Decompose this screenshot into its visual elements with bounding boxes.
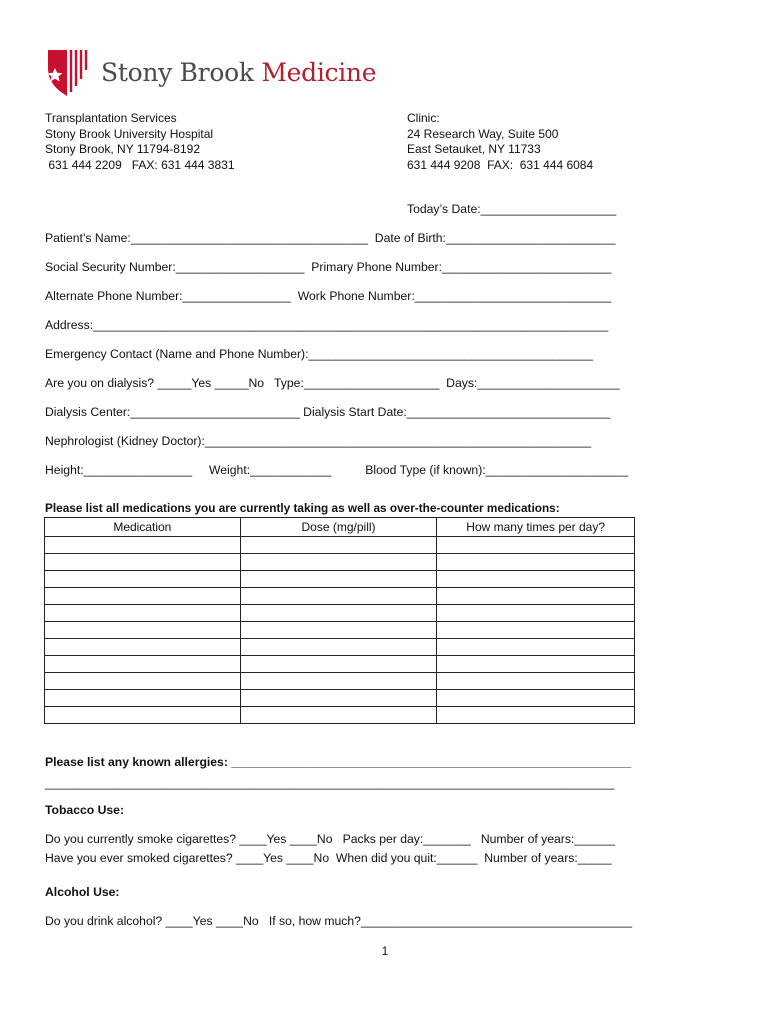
cell-frequency[interactable] bbox=[437, 571, 635, 588]
cell-dose[interactable] bbox=[240, 554, 437, 571]
cell-frequency[interactable] bbox=[437, 656, 635, 673]
address-line: Clinic: bbox=[407, 111, 440, 125]
column-header-medication: Medication bbox=[45, 518, 241, 537]
right-address-block bbox=[407, 111, 593, 173]
cell-dose[interactable] bbox=[240, 588, 437, 605]
allergies-field[interactable]: Please list any known allergies: ___________________________________________________________ bbox=[45, 755, 632, 769]
cell-medication[interactable] bbox=[45, 537, 241, 554]
logo-word-stony-brook: Stony Brook bbox=[101, 57, 254, 87]
cell-frequency[interactable] bbox=[437, 588, 635, 605]
column-header-dose: Dose (mg/pill) bbox=[240, 518, 437, 537]
cell-dose[interactable] bbox=[240, 673, 437, 690]
allergies-field-continued[interactable]: ____________________________________________________________________________________ bbox=[45, 776, 615, 790]
cell-dose[interactable] bbox=[240, 656, 437, 673]
alcohol-section-title: Alcohol Use: bbox=[45, 885, 120, 899]
patient-name-dob-field[interactable]: Patient’s Name:___________________________________ Date of Birth:_________________________ bbox=[45, 231, 616, 245]
tobacco-section-title: Tobacco Use: bbox=[45, 803, 125, 817]
cell-frequency[interactable] bbox=[437, 537, 635, 554]
cell-medication[interactable] bbox=[45, 588, 241, 605]
cell-frequency[interactable] bbox=[437, 690, 635, 707]
cell-dose[interactable] bbox=[240, 639, 437, 656]
table-row bbox=[45, 605, 635, 622]
column-header-frequency: How many times per day? bbox=[437, 518, 635, 537]
stony-brook-logo bbox=[45, 44, 376, 100]
cell-frequency[interactable] bbox=[437, 622, 635, 639]
address-line: Transplantation Services bbox=[45, 111, 177, 125]
height-weight-blood-field[interactable]: Height:________________ Weight:____________ Blood Type (if known):_____________________ bbox=[45, 463, 628, 477]
cell-medication[interactable] bbox=[45, 690, 241, 707]
cell-medication[interactable] bbox=[45, 622, 241, 639]
cell-medication[interactable] bbox=[45, 639, 241, 656]
cell-frequency[interactable] bbox=[437, 554, 635, 571]
logo-wordmark bbox=[101, 58, 376, 87]
cell-frequency[interactable] bbox=[437, 673, 635, 690]
medications-title: Please list all medications you are currently taking as well as over-the-counter medications: bbox=[45, 501, 560, 515]
cell-dose[interactable] bbox=[240, 622, 437, 639]
left-address-block bbox=[45, 111, 235, 173]
cell-medication[interactable] bbox=[45, 707, 241, 724]
address-line: East Setauket, NY 11733 bbox=[407, 142, 541, 156]
cell-frequency[interactable] bbox=[437, 707, 635, 724]
todays-date-field[interactable]: Today’s Date:____________________ bbox=[407, 202, 617, 216]
address-line: 24 Research Way, Suite 500 bbox=[407, 126, 559, 141]
emergency-contact-field[interactable]: Emergency Contact (Name and Phone Number):__________________________________________ bbox=[45, 347, 594, 361]
address-line: Stony Brook, NY 11794-8192 bbox=[45, 142, 200, 156]
cell-frequency[interactable] bbox=[437, 639, 635, 656]
alcohol-field[interactable]: Do you drink alcohol? ____Yes ____No If so, how much?________________________________________ bbox=[45, 914, 633, 928]
cell-frequency[interactable] bbox=[437, 605, 635, 622]
smoke-current-field[interactable]: Do you currently smoke cigarettes? ____Yes ____No Packs per day:_______ Number of years:______ bbox=[45, 832, 615, 846]
address-line: 631 444 2209 FAX: 631 444 3831 bbox=[45, 157, 235, 172]
table-row bbox=[45, 690, 635, 707]
nephrologist-field[interactable]: Nephrologist (Kidney Doctor):_________________________________________________________ bbox=[45, 434, 592, 448]
address-field[interactable]: Address:____________________________________________________________________________ bbox=[45, 318, 609, 332]
table-row bbox=[45, 707, 635, 724]
alternate-work-phone-field[interactable]: Alternate Phone Number:________________ Work Phone Number:_____________________________ bbox=[45, 289, 612, 303]
table-header-row bbox=[45, 518, 635, 537]
cell-medication[interactable] bbox=[45, 605, 241, 622]
table-row bbox=[45, 588, 635, 605]
table-row bbox=[45, 622, 635, 639]
shield-logo-icon bbox=[45, 46, 91, 98]
address-line: 631 444 9208 FAX: 631 444 6084 bbox=[407, 157, 594, 172]
cell-medication[interactable] bbox=[45, 571, 241, 588]
smoke-history-field[interactable]: Have you ever smoked cigarettes? ____Yes ____No When did you quit:______ Number of years:_____ bbox=[45, 851, 612, 865]
ssn-primary-phone-field[interactable]: Social Security Number:___________________ Primary Phone Number:_________________________ bbox=[45, 260, 612, 274]
address-line: Stony Brook University Hospital bbox=[45, 126, 214, 141]
table-row bbox=[45, 571, 635, 588]
cell-dose[interactable] bbox=[240, 690, 437, 707]
table-row bbox=[45, 537, 635, 554]
cell-dose[interactable] bbox=[240, 537, 437, 554]
page-number: 1 bbox=[381, 944, 389, 958]
cell-medication[interactable] bbox=[45, 554, 241, 571]
logo-word-medicine: Medicine bbox=[261, 57, 377, 87]
cell-medication[interactable] bbox=[45, 656, 241, 673]
cell-dose[interactable] bbox=[240, 605, 437, 622]
medications-table bbox=[44, 517, 635, 724]
table-row bbox=[45, 673, 635, 690]
cell-dose[interactable] bbox=[240, 571, 437, 588]
dialysis-center-field[interactable]: Dialysis Center:_________________________ Dialysis Start Date:______________________________ bbox=[45, 405, 611, 419]
table-row bbox=[45, 639, 635, 656]
cell-dose[interactable] bbox=[240, 707, 437, 724]
table-row bbox=[45, 656, 635, 673]
table-row bbox=[45, 554, 635, 571]
dialysis-field[interactable]: Are you on dialysis? _____Yes _____No Type:____________________ Days:_____________________ bbox=[45, 376, 620, 390]
cell-medication[interactable] bbox=[45, 673, 241, 690]
